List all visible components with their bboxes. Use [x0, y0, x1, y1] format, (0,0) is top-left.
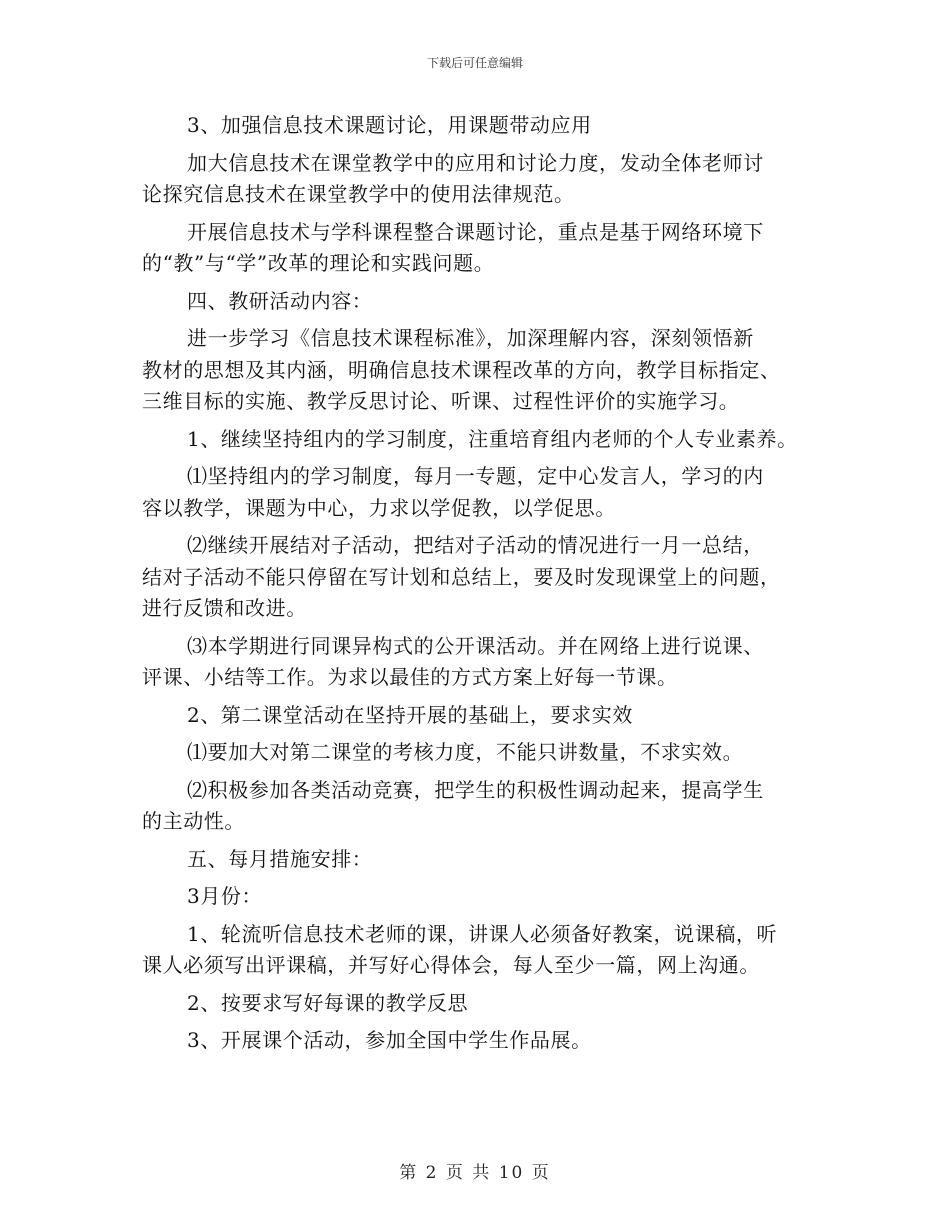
text-line: 四、教研活动内容： [187, 288, 373, 313]
document-body [142, 110, 812, 1057]
text-line: 进一步学习《信息技术课程标准》，加深理解内容，深刻领悟新 [187, 326, 754, 350]
text-line: ⑴要加大对第二课堂的考核力度，不能只讲数量，不求实效。 [187, 740, 744, 764]
text-line: 进行反馈和改进。 [142, 596, 307, 620]
text-line: 的主动性。 [142, 809, 245, 833]
text-line: 评课、小结等工作。为求以最佳的方式方案上好每一节课。 [142, 665, 678, 689]
text-line: 五、每月措施安排： [187, 846, 373, 871]
page-header: 下载后可任意编辑 [426, 56, 523, 70]
text-line: 论探究信息技术在课堂教学中的使用法律规范。 [142, 182, 575, 206]
text-line: 2、按要求写好每课的教学反思 [187, 990, 469, 1015]
text-line: 开展信息技术与学科课程整合课题讨论，重点是基于网络环境下 [187, 219, 764, 244]
text-line: 容以教学，课题为中心，力求以学促教，以学促思。 [142, 495, 616, 520]
text-line: 加大信息技术在课堂教学中的应用和讨论力度，发动全体老师讨 [187, 150, 764, 175]
text-line: 2、第二课堂活动在坚持开展的基础上，要求实效 [187, 702, 633, 727]
text-line: 教材的思想及其内涵，明确信息技术课程改革的方向，教学目标指定、 [142, 357, 781, 382]
text-line: 1、继续坚持组内的学习制度，注重培育组内老师的个人专业素养。 [187, 426, 798, 451]
text-line: 3月份： [187, 884, 263, 908]
page-footer: 第 2 页 共 10 页 [399, 1163, 551, 1183]
text-line: 课人必须写出评课稿，并写好心得体会，每人至少一篇，网上沟通。 [142, 953, 760, 977]
text-line: ⑵积极参加各类活动竞赛，把学生的积极性调动起来，提高学生 [187, 777, 764, 802]
text-line: 三维目标的实施、教学反思讨论、听课、过程性评价的实施学习。 [142, 389, 740, 413]
text-line: 3、开展课个活动，参加全国中学生作品展。 [187, 1028, 592, 1052]
text-line: ⑵继续开展结对子活动，把结对子活动的情况进行一月一总结， [187, 533, 764, 557]
text-line: ⑶本学期进行同课异构式的公开课活动。并在网络上进行说课、 [187, 633, 764, 658]
text-line: 1、轮流听信息技术老师的课，讲课人必须备好教案，说课稿，听 [187, 921, 778, 946]
text-line: 3、加强信息技术课题讨论，用课题带动应用 [187, 113, 592, 137]
text-line: ⑴坚持组内的学习制度，每月一专题，定中心发言人，学习的内 [187, 464, 764, 488]
text-line: 的“教”与“学”改革的理论和实践问题。 [142, 251, 495, 275]
text-line: 结对子活动不能只停留在写计划和总结上，要及时发现课堂上的问题， [142, 564, 781, 589]
